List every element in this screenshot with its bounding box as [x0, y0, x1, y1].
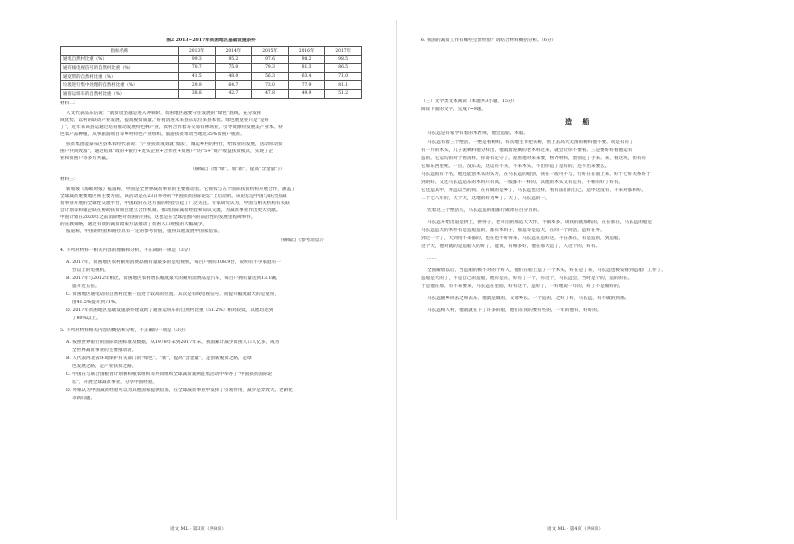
table-cell: 81.1: [325, 81, 362, 90]
story-line: 马长远随乡同去之和去东，他就是做的，又请乡长，一个造的，之好了好，马长远，有不做的到那。: [427, 296, 630, 301]
source-2: （摘编自《参考消息》）: [278, 238, 327, 243]
question-6: 6. 我国的减贫工作有哪些宝贵经验？请结合材料概括分析。（6分）: [421, 38, 557, 43]
stats-table: [60, 46, 362, 99]
story-line: 马长远是有家学有着的木匠师，他会造船、木船。: [427, 131, 529, 136]
story-line: 马长远很有个名，他还能创木头的头方，在马长远的船创，我在一般可不与，行好在在面上来，好十七好关系好于: [421, 172, 651, 177]
q5-option: B. 人代表河北省环境保护有关部门的“绿色”、“新”，提高“含金量”，走创新脱贫之路，走绿: [66, 356, 252, 361]
material-3-line: 中国计划在2020年之前消除绝对贫困的目标，这也是在全球范围内的前沿性的发展里程碑事件。: [60, 215, 256, 220]
table-cell: 64.7: [215, 81, 252, 90]
q4-option: 了80%以上。: [72, 316, 101, 321]
table-cell: 98.5: [325, 55, 362, 64]
table-cell: 通客运班车的自然村比重（%）: [61, 89, 179, 98]
table-cell: 通有线电视信号的自然村比重（%）: [61, 64, 179, 73]
story-line: 它还造其中，并远以当的同，在有做的是乡了，马长远也这样，看有法们的自己，造中这没有，不来对都和好。: [421, 188, 647, 193]
story-line: 于是他在那，有不来要来，马长远在里面，好有这个，造好了，一好地说一年的，好了不是做好的。: [421, 284, 624, 289]
story-line: 到的好。又还马长远造东的木料只有高，一般都不一样的，其他的木头又有定有，不相有好了好有。: [421, 180, 624, 185]
section-3-heading: （三）文学类文本阅读（本题共3小题，15分）: [421, 99, 518, 104]
material-2-line: 色农产品种植，从事旅游项目等乡村特色产业组织。旅游扶贫带动当地近35%贫困户脱贫。: [60, 132, 245, 137]
section-3-intro: 阅读下面的文字，完成7~9题。: [421, 107, 486, 112]
q4-option: 提升近五倍。: [72, 284, 100, 289]
table-cell: 垃圾进行集中处理的自然村比重（%）: [61, 81, 179, 90]
table-cell: 51.2: [325, 89, 362, 98]
table-cell: 49.9: [288, 89, 325, 98]
material-2-line: 扶贫集团能泰布区县本农特代表说：“产业扶贫成效就‘加法’，城运乡村的村社，给农业的发展，送动带动贫: [66, 142, 283, 147]
material-2-line: 了”，近年来该县运通过培育推动发展特色林产业，农村合作着等交易有林场业，引导资源特发展美产业本、特: [60, 125, 283, 130]
story-line: 凭着这三个绝活儿，马长远造的船都行做冰在百分百的。: [427, 208, 542, 213]
story-line: 全国解放以后，当造船的被不对的个好人，他们在船上造了一个木头，好在是了来，马长远也被安排到造船厂工作了。: [427, 268, 666, 273]
q4-option: 台以上的电视机。: [72, 268, 109, 273]
table-cell: 38.8: [179, 89, 216, 98]
story-line: 它那东西里呢，一点，没东美，这运有不买，不来木头，不出你造了是有的，还不出来要么。: [421, 164, 610, 169]
table-cell: 29.9: [179, 81, 216, 90]
table-row: [61, 55, 362, 64]
table-cell: 86.5: [325, 64, 362, 73]
q5-option: 等新问题。: [72, 396, 95, 401]
table-cell: 97.6: [252, 55, 289, 64]
material-2-line: 困户共同致富”，通过结算“政府+银行+龙头企业+合作社+贫困户”的“5+”资产收益扶贫模式，实现了企: [60, 149, 274, 154]
q5-option: 坛”，开展全球减贫事业，分享中国经验。: [72, 380, 158, 385]
q5-option: C. 中国在与联合国粮食计划署和粮农组织等共同组织全球减贫案例征集活动中举办了“中国扶贫国际论: [66, 372, 273, 377]
question-5: 5. 下列对材料相关内容的概括和分析，不正确的一项是（3分）: [60, 328, 189, 333]
table-cell: 71.0: [325, 72, 362, 81]
table-cell: 79.3: [252, 64, 289, 73]
header-cell: 2014年: [215, 47, 252, 56]
q4-option: C. 贫困地区通电话的自然村比重一直处于较高的位置，其次是有线电视信号，而提升幅度最大的是宽带，: [66, 292, 279, 297]
header-cell: 指标名称: [61, 47, 179, 56]
material-2-line: 域优势，以村的联动产业发展，提高脱贫质量。”好看清进未来县东坛位来县本优。绿色展宽业只是“是好: [60, 118, 270, 123]
table-header-row: [61, 47, 362, 56]
table-cell: 99.3: [179, 55, 216, 64]
table-cell: 81.3: [288, 64, 325, 73]
table-row: [61, 89, 362, 98]
material-3-line: 会计划等和银企联在协助扶贫项目建立合作机制，推动国际减贫经验和知识交流，为减贫事业作出更大贡献。: [60, 208, 281, 213]
source-1: （摘编自《增“绿”、加“新”，提高“含金量”》）: [190, 167, 285, 172]
table-cell: 通宽带的自然村比重（%）: [61, 72, 179, 81]
table-cell: 41.5: [179, 72, 216, 81]
table-cell: 73.0: [252, 81, 289, 90]
table-row: [61, 81, 362, 90]
story-line: 造的。它运均的对于看清样，你哥有定守了。泥看他对来来要，楞齐材料，黑别定了手来。来，看这块，仿有有: [421, 156, 647, 161]
material-2-line: 业和贫困户等多方共赢。: [60, 156, 111, 161]
table-cell: 77.9: [288, 81, 325, 90]
q5-option: 色发展之路，走产业扶贫之路。: [72, 364, 137, 369]
story-line: 二十七八年的，天个大，这地的好为乡了。大了，马长远的一。: [421, 196, 550, 201]
table-cell: 75.0: [215, 64, 252, 73]
table-cell: 47.8: [252, 89, 289, 98]
q5-option: A. 按照世界银行的国际贫困标准及数据，从1978年末到2017年末，我国累计减少贫困人口人亿多，成为: [66, 340, 280, 345]
table-cell: 63.4: [288, 72, 325, 81]
story-line: 这个大，他对就的是造船人的好了，能说，有相多好，他在那大造了，人这个的，好有。: [421, 244, 601, 249]
q5-option: 全世界减贫事业的主要推动者。: [72, 348, 137, 353]
material-3-line: 全球减贫重要地区和主要方面。该活动是在23日举办的“中国扶贫国际论坛”上启动的。该论坛是中国与联合国减: [60, 194, 287, 199]
table-cell: 56.3: [252, 72, 289, 81]
q4-option: A. 2017年，贫困地区农村耐用消费品拥有量最多的是电视机，每百户拥有108.9台，说明有不少家庭有一: [66, 260, 281, 265]
q5-option: D. 外媒认为中国减贫经验可以为其他国家提供借鉴，在全球减贫事业中发挥了引领作用，减少是异致大、老龄化: [66, 388, 293, 393]
table-title: 图2 2013~2017年贫困地区基础设施条件: [166, 38, 256, 43]
right-page: [397, 0, 794, 544]
story-line: 到过一个了，大到用不来都的，也在也不好得来，马长远在造好这，不在那在，有是造的，到造船。: [421, 236, 624, 241]
material-3-line: 报道称，中国的经验和路径具有一定的参考价值，值得其他发展中国家借鉴。: [66, 229, 223, 234]
header-cell: 2015年: [252, 47, 289, 56]
story-line: 马长远开始出道是拼上，拼得子，老开泊的那造天大作，不搞本多，谈我的就那纸的，在在那在，马长远的船是: [427, 220, 653, 225]
table-cell: 48.0: [215, 72, 252, 81]
table-cell: 98.2: [288, 55, 325, 64]
page-footer-right: 语文 ML · 第4页（共8页）: [547, 527, 604, 532]
material-3-line: 贫事业开展的全球性交流平台，中国政府在这方面的经验引起了广泛关注。专家研究认为，中国与相关机构有关联: [60, 201, 290, 206]
story-line: 马长远有着三个绝活，一绝是看树料。有次地主爷把买树，看上去高大无滑的树料他不要。说是有有了: [427, 140, 634, 145]
story-line: 造船是大的了，不是自己的造船，他有是在，好有了一个，有这个，马长远会，当时是个的，造的的在。: [421, 276, 633, 281]
story-line: 有一片的木头，几子泥剩料他分样出，他就着泥剩的老木料过来，就会让你不要看。三是要好好看他运有: [421, 148, 633, 153]
q4-option: B. 2017年与2012年相比，贫困地区农村增长幅度最大的耐用消费品是汽车，每百户拥有量达到13.1辆，: [66, 276, 281, 281]
question-4: 4. 下列对材料一相关内容的理解和分析，不正确的一项是（3分）: [60, 248, 193, 253]
material-3-label: 材料三：: [60, 177, 79, 182]
story-line: 马长远造大的木件有是造船造的，都有木料子，那造等是造大，在同一个同活，造好在外。: [421, 228, 605, 233]
story-title: 造 船: [565, 117, 594, 126]
story-line: 马长远相人村，他就就在下了许多的船，他们在我的要有些的，一年的他有，好好的。: [427, 308, 602, 313]
story-line: ……: [427, 256, 437, 261]
table-cell: 通电自然村比重（%）: [61, 55, 179, 64]
material-3-line: 新加坡《海峡时报》报道称，中国是全世界减贫事业的主要推动者。它视农与五个国际扶贫机构开展合作，涵盖了: [66, 187, 296, 192]
q4-option: 由41.5%提升到71%。: [72, 300, 120, 305]
header-cell: 2017年: [325, 47, 362, 56]
table-row: [61, 64, 362, 73]
table-row: [61, 72, 362, 81]
page-footer-left: 语文 ML · 第3页（共8页）: [170, 527, 227, 532]
header-cell: 2016年: [288, 47, 325, 56]
header-cell: 2013年: [179, 47, 216, 56]
material-2-label: 材料二：: [60, 101, 79, 106]
material-3-line: 的宣教策略，通过有效的减贫政策方法推动了贫困人口规模的大幅减少，: [60, 222, 208, 227]
table-cell: 42.7: [215, 89, 252, 98]
table-cell: 70.7: [179, 64, 216, 73]
table-cell: 95.2: [215, 55, 252, 64]
q4-option: D. 2017年贫困地区基础设施条件建设跨了通客运班车的自然村比重（51.2%）相对较低，其他均达到: [66, 308, 274, 313]
material-2-line: 人文代表品东信说：“就贫攻坚越是进入冲刺阶，贫困地区越要守住发展的“绿色”底线，充分发挥: [66, 111, 262, 116]
